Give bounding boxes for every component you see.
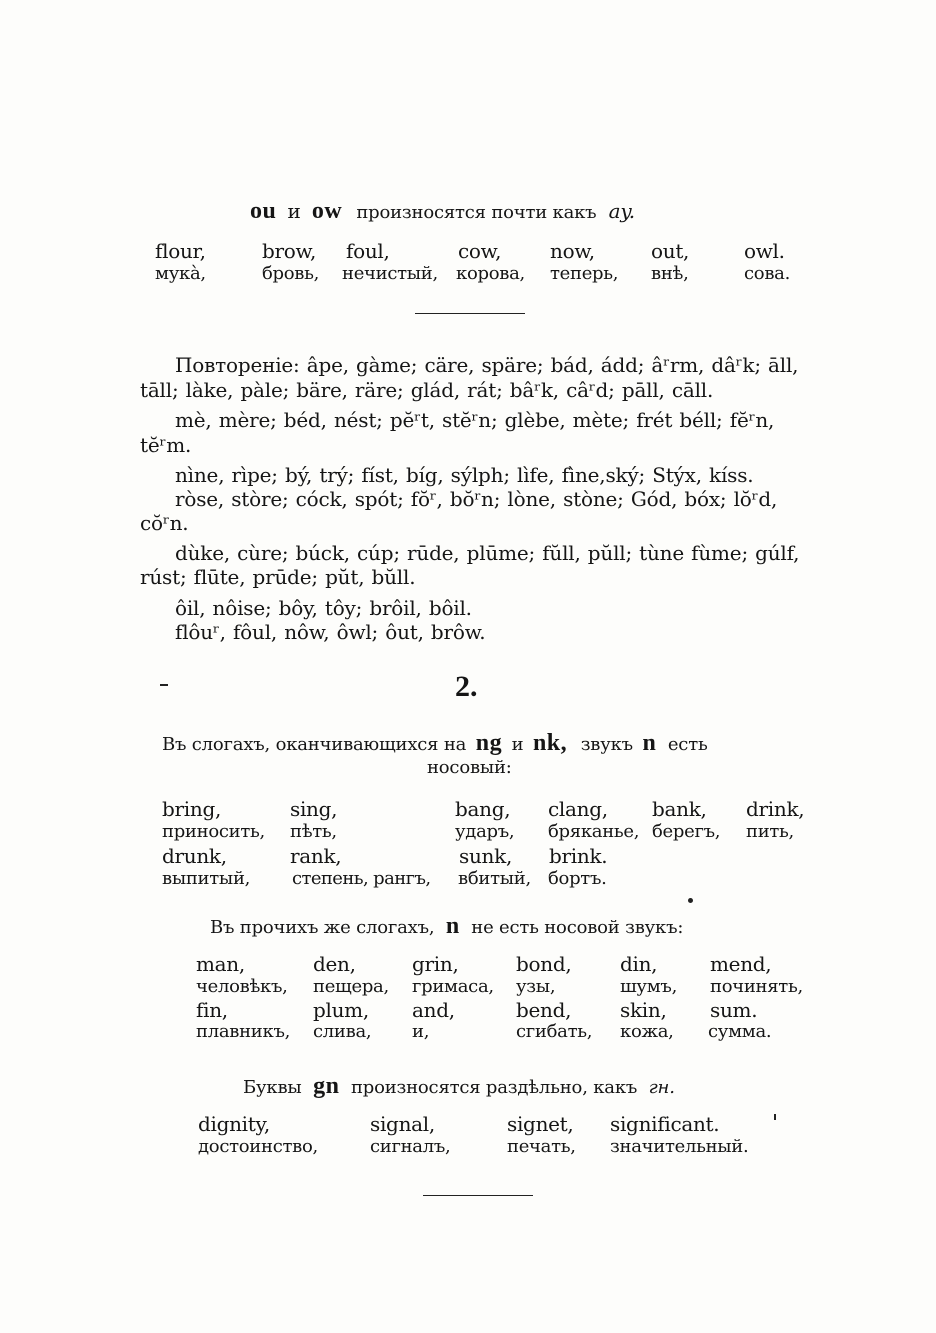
nasal-1-2: ударъ,: [455, 821, 515, 842]
plain-2-2: and,: [412, 998, 455, 1022]
non-nasal-heading: [210, 913, 683, 940]
plain-1-0: человѣкъ,: [196, 976, 288, 997]
review-line-7: cŏʳn.: [140, 511, 189, 535]
review-line-11: flôuʳ, fôul, nôw, ôwl; ôut, brôw.: [175, 620, 486, 644]
gn-0-3: significant.: [610, 1112, 720, 1136]
nasal-0-4: bank,: [652, 797, 707, 821]
non-nasal-text2: не есть носовой звукъ:: [471, 917, 684, 938]
review-line-4: tĕʳm.: [140, 433, 192, 457]
nasal-intro-line2: носовый:: [427, 757, 512, 778]
nasal-0-2: bang,: [455, 797, 511, 821]
nasal-conj: и: [511, 734, 524, 755]
nasal-1-5: пить,: [746, 821, 794, 842]
plain-2-3: bend,: [516, 998, 572, 1022]
ou-ru-2: нечистый,: [342, 263, 438, 284]
ou-ru-1: бровь,: [262, 263, 320, 284]
gn-0-1: signal,: [370, 1112, 435, 1136]
gn-1-3: значительный.: [610, 1136, 749, 1157]
nasal-2-0: drunk,: [162, 844, 227, 868]
nasal-0-0: bring,: [162, 797, 222, 821]
gn-text1: Буквы: [243, 1077, 302, 1098]
nasal-2-3: brink.: [549, 844, 608, 868]
print-tick: [774, 1114, 776, 1120]
ou-ru-6: сова.: [744, 263, 791, 284]
plain-2-0: fin,: [196, 998, 228, 1022]
ou-en-5: out,: [651, 239, 690, 263]
gn-0-0: dignity,: [198, 1112, 270, 1136]
plain-0-4: din,: [620, 952, 658, 976]
gn-text2: произносятся раздѣльно, какъ: [350, 1077, 638, 1098]
plain-3-0: плавникъ,: [196, 1021, 291, 1042]
ou-ru-5: внѣ,: [651, 263, 689, 284]
heading-text: произносятся почти какъ: [356, 202, 597, 223]
ou-ru-3: корова,: [456, 263, 525, 284]
review-line-2: tāll; làke, pàle; bäre, räre; glád, rát; bâʳk, câʳd; pāll, cāll.: [140, 378, 714, 402]
term-n-plain: n: [445, 913, 460, 939]
term-ow: ow: [311, 198, 343, 224]
review-line-8: dùke, cùre; búck, cúp; rūde, plūme; fŭll, pŭll; tùne fùme; gúlf,: [175, 541, 800, 565]
heading-conj: и: [287, 199, 301, 223]
divider-top: [415, 313, 525, 314]
ou-en-6: owl.: [744, 239, 785, 263]
ou-en-1: brow,: [262, 239, 317, 263]
review-line-3: mè, mère; béd, nést; pĕʳt, stĕʳn; glèbe, mète; frét béll; fĕʳn,: [175, 408, 775, 432]
plain-0-5: mend,: [710, 952, 772, 976]
nasal-0-1: sing,: [290, 797, 338, 821]
review-line-9: rúst; flūte, prūde; pŭt, bŭll.: [140, 565, 416, 589]
plain-0-2: grin,: [412, 952, 459, 976]
print-mark: [160, 684, 168, 686]
plain-1-3: узы,: [516, 976, 556, 997]
gn-0-2: signet,: [507, 1112, 574, 1136]
gn-1-0: достоинство,: [198, 1136, 318, 1157]
nasal-0-3: clang,: [548, 797, 608, 821]
nasal-1-3: бряканье,: [548, 821, 640, 842]
plain-3-2: и,: [412, 1021, 430, 1042]
nasal-1-0: приносить,: [162, 821, 265, 842]
plain-1-2: гримаса,: [412, 976, 494, 997]
nasal-intro-line1: [162, 730, 708, 757]
nasal-0-5: drink,: [746, 797, 805, 821]
plain-3-5: сумма.: [708, 1021, 772, 1042]
term-gn: gn: [313, 1073, 340, 1099]
plain-0-1: den,: [313, 952, 356, 976]
nasal-3-1: степень, рангъ,: [292, 868, 431, 889]
plain-2-5: sum.: [710, 998, 758, 1022]
nasal-1-4: берегъ,: [652, 821, 721, 842]
term-ng: ng: [475, 730, 503, 756]
ou-en-4: now,: [550, 239, 595, 263]
gn-heading: [243, 1073, 675, 1100]
ou-en-2: foul,: [346, 239, 390, 263]
ou-ru-4: теперь,: [550, 263, 619, 284]
term-nk: nk,: [532, 730, 568, 756]
plain-1-1: пещера,: [313, 976, 389, 997]
ou-ru-0: мукà,: [155, 263, 206, 284]
ou-en-3: cow,: [458, 239, 502, 263]
nasal-sound-word: звукъ: [580, 734, 633, 755]
plain-0-3: bond,: [516, 952, 572, 976]
plain-0-0: man,: [196, 952, 245, 976]
gn-1-1: сигналъ,: [370, 1136, 451, 1157]
review-line-6: ròse, stòre; cóck, spót; fŏʳ, bŏʳn; lòne, stòne; Gód, bóx; lŏʳd,: [175, 487, 778, 511]
non-nasal-text1: Въ прочихъ же слогахъ,: [210, 917, 435, 938]
nasal-is: есть: [667, 734, 708, 755]
plain-2-4: skin,: [620, 998, 667, 1022]
gn-1-2: печать,: [507, 1136, 576, 1157]
nasal-intro-text: Въ слогахъ, оканчивающихся на: [162, 734, 467, 755]
term-ou: ou: [250, 198, 277, 224]
plain-2-1: plum,: [313, 998, 369, 1022]
ou-en-0: flour,: [155, 239, 206, 263]
review-line-10: ôil, nôise; bôy, tôy; brôil, bôil.: [175, 596, 472, 620]
plain-1-4: шумъ,: [620, 976, 678, 997]
nasal-3-0: выпитый,: [162, 868, 251, 889]
plain-3-1: слива,: [313, 1021, 372, 1042]
nasal-1-1: пѣть,: [290, 821, 337, 842]
plain-3-4: кожа,: [620, 1021, 674, 1042]
heading-sound: ay.: [608, 199, 635, 223]
gn-sound: гн.: [648, 1077, 675, 1098]
plain-3-3: сгибать,: [516, 1021, 593, 1042]
divider-bottom: [423, 1195, 533, 1196]
nasal-3-2: вбитый,: [458, 868, 531, 889]
nasal-3-3: бортъ.: [548, 868, 607, 889]
review-line-1: Повторенiе: âpe, gàme; cäre, späre; bád, ádd; âʳrm, dâʳk; āll,: [175, 353, 799, 377]
plain-1-5: починять,: [710, 976, 803, 997]
review-line-5: nìne, rìpe; bý, trý; físt, bíg, sýlph; lìfe, fìne,ský; Stýx, kíss.: [175, 463, 754, 487]
nasal-2-1: rank,: [290, 844, 342, 868]
ou-ow-heading: [250, 198, 635, 225]
nasal-2-2: sunk,: [459, 844, 513, 868]
term-n: n: [642, 730, 657, 756]
print-dot: [688, 898, 693, 903]
section-number: 2.: [455, 670, 478, 703]
